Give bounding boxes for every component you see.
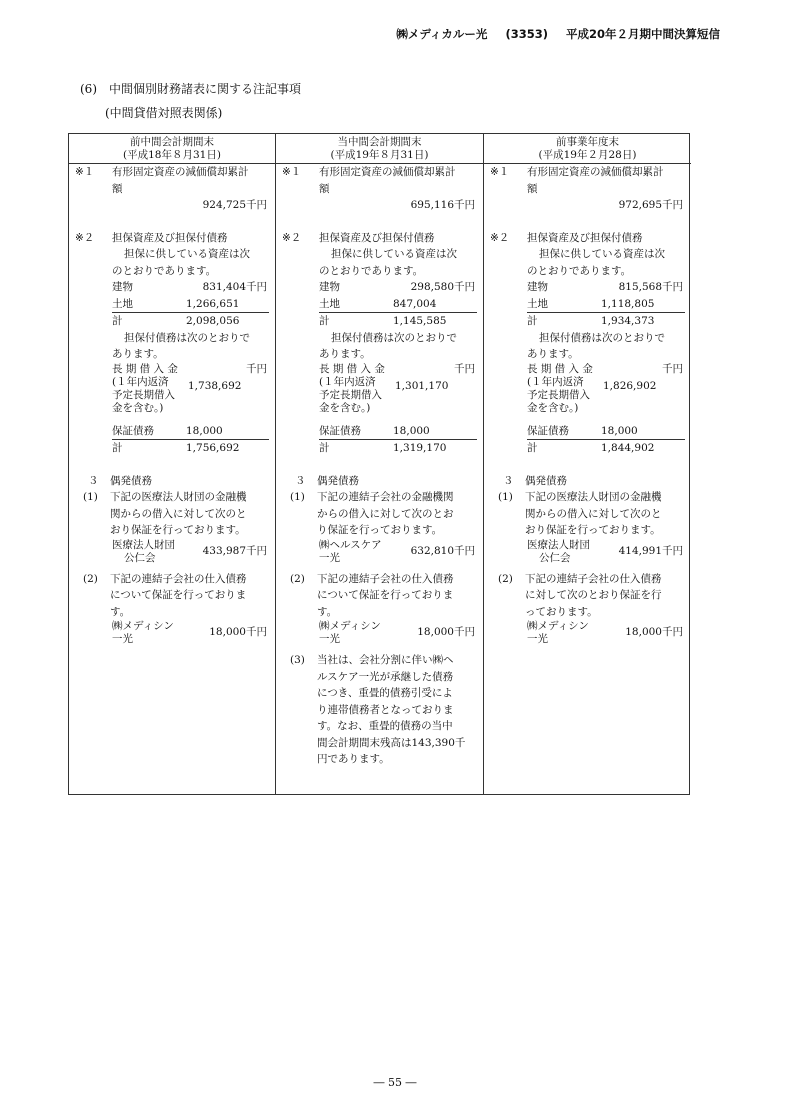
column-header-date: (平成19年２月28日): [538, 149, 637, 161]
item1-line: (1) 下記の医療法人財団の金融機: [490, 489, 685, 506]
note1-line: [282, 164, 477, 181]
guarantee-label: 保証債務: [319, 424, 361, 437]
note2-title: 担保資産及び担保付債務: [319, 231, 435, 244]
item1-num: (1): [498, 491, 513, 503]
note1-text-cont: 額: [112, 182, 123, 195]
column-body: [484, 164, 691, 652]
item1-line: (1) 下記の連結子会社の金融機関: [282, 489, 477, 506]
item2-line: (2) 下記の連結子会社の仕入債務: [75, 571, 269, 588]
debt-desc-cont: あります。: [319, 348, 371, 360]
guarantee-row: [112, 423, 269, 441]
note2-title: 担保資産及び担保付債務: [112, 231, 228, 244]
debt-total-label: 計: [527, 442, 538, 454]
loan-unit: 千円: [454, 362, 475, 375]
long-term-loan-row: [527, 363, 685, 423]
building-label: 建物: [319, 281, 340, 293]
column-header-title: 前事業年度末: [556, 136, 619, 148]
asset-total-label: 計: [112, 315, 123, 327]
note1-mark: ※１: [75, 166, 95, 178]
item3-num: (3): [290, 654, 305, 666]
note1-line: [490, 164, 685, 181]
debt-desc-cont: あります。: [527, 348, 579, 360]
column-body: [69, 164, 275, 652]
item1-num: (1): [290, 491, 305, 503]
note2-desc: 担保に供している資産は次: [124, 248, 250, 260]
note3-title: 偶発債務: [525, 474, 567, 487]
item1-text: 関からの借入に対して次のと: [525, 507, 662, 520]
debt-desc-cont: あります。: [112, 348, 164, 360]
column-prior-interim: [69, 134, 276, 794]
column-prior-fiscal-year: [484, 134, 691, 794]
asset-total-row: [527, 313, 685, 330]
note2-desc: 担保に供している資産は次: [539, 248, 665, 260]
land-row: [527, 296, 685, 314]
note1-line: [75, 164, 269, 181]
item2-text: について保証を行っておりま: [110, 589, 247, 601]
note3-title: 偶発債務: [317, 474, 359, 487]
guarantee-entry: ㈱メディシン 一光 18,000千円: [319, 620, 475, 645]
land-row: [319, 296, 477, 314]
asset-total-row: [319, 313, 477, 330]
guarantee-entry-value: 18,000千円: [625, 626, 683, 638]
debt-total-value: 1,319,170: [393, 442, 447, 454]
guarantee-entry-value: 414,991千円: [618, 544, 683, 557]
note1-mark: ※１: [490, 166, 510, 178]
item2-text: について保証を行っておりま: [317, 589, 454, 601]
item2-text: っております。: [525, 605, 598, 618]
note2-mark: ※２: [490, 231, 510, 244]
guarantee-label: 保証債務: [527, 424, 569, 437]
guarantee-value: 18,000: [186, 424, 223, 437]
guarantee-entry: 医療法人財団 公仁会 433,987千円: [112, 538, 267, 564]
debt-total-value: 1,756,692: [186, 442, 240, 454]
item3-text: す。なお、重畳的債務の当中: [317, 720, 453, 732]
column-header-title: 当中間会計期間末: [337, 136, 422, 148]
note1-value: 695,116千円: [410, 199, 475, 211]
loan-label: 長 期 借 入 金 (１年内返済 予定長期借入 金を含む。): [319, 362, 385, 414]
land-value: 1,266,651: [186, 297, 240, 310]
note1-text-cont: 額: [319, 182, 330, 195]
note1-text-cont: 額: [527, 182, 538, 195]
note2-mark: ※２: [282, 231, 302, 244]
building-row: [112, 279, 269, 296]
debt-desc: 担保付債務は次のとおりで: [539, 331, 665, 344]
building-value: 815,568千円: [618, 281, 683, 293]
guarantee-value: 18,000: [393, 424, 430, 437]
report-title: 平成20年２月期中間決算短信: [565, 27, 720, 41]
loan-value: 1,826,902: [603, 379, 657, 392]
column-header: [276, 134, 483, 164]
loan-value: 1,738,692: [188, 379, 242, 392]
building-row: [319, 279, 477, 296]
item2-num: (2): [290, 572, 305, 585]
land-row: [112, 296, 269, 314]
land-label: 土地: [319, 297, 340, 310]
note2-desc: 担保に供している資産は次: [331, 248, 457, 260]
note3-line: [282, 473, 477, 490]
note2-desc-cont: のとおりであります。: [112, 264, 217, 277]
item2-num: (2): [83, 572, 98, 585]
building-label: 建物: [527, 281, 548, 293]
column-header: [484, 134, 691, 164]
note1-text: 有形固定資産の減価償却累計: [527, 166, 664, 178]
column-body: [276, 164, 483, 768]
guarantee-value: 18,000: [601, 424, 638, 437]
item1-text: り保証を行っております。: [317, 524, 443, 536]
item1-text: 関からの借入に対して次のと: [110, 507, 247, 520]
building-value: 298,580千円: [410, 281, 475, 293]
column-header-date: (平成19年８月31日): [330, 149, 429, 161]
land-value: 847,004: [393, 297, 437, 310]
note1-value: 924,725千円: [202, 199, 267, 211]
land-label: 土地: [527, 297, 548, 310]
note1-text: 有形固定資産の減価償却累計: [112, 166, 249, 178]
item1-num: (1): [83, 491, 98, 503]
loan-unit: 千円: [246, 362, 267, 375]
section-subtitle: (中間貸借対照表関係): [105, 106, 223, 120]
item3-text: 円であります。: [317, 753, 390, 765]
note3-line: [490, 473, 685, 490]
note1-value: 972,695千円: [618, 199, 683, 211]
guarantee-entry: ㈱メディシン 一光 18,000千円: [112, 620, 267, 645]
debt-desc: 担保付債務は次のとおりで: [124, 331, 250, 344]
item3-text: 間会計期間末残高は143,390千: [317, 736, 466, 749]
note3-mark: ３: [295, 474, 306, 487]
guarantee-row: [527, 423, 685, 441]
loan-value: 1,301,170: [395, 379, 449, 392]
item2-text: す。: [110, 605, 131, 618]
item1-text: からの借入に対して次のとお: [317, 507, 454, 520]
asset-total-value: 1,934,373: [601, 315, 655, 327]
guarantee-row: [319, 423, 477, 441]
section-title: (6) 中間個別財務諸表に関する注記事項: [80, 82, 301, 96]
item1-text: おり保証を行っております。: [110, 524, 246, 536]
debt-total-label: 計: [112, 442, 123, 454]
item2-line: (2) 下記の連結子会社の仕入債務: [490, 571, 685, 588]
long-term-loan-row: [112, 363, 269, 423]
loan-unit: 千円: [662, 362, 683, 375]
note3-mark: ３: [503, 474, 514, 487]
note1-mark: ※１: [282, 166, 302, 178]
note2-line: [490, 230, 685, 247]
asset-total-label: 計: [527, 315, 538, 327]
item3-line: (3) 当社は、会社分割に伴い㈱ヘ: [282, 652, 477, 669]
item3-text: ルスケア一光が承継した債務: [317, 670, 454, 683]
debt-desc: 担保付債務は次のとおりで: [331, 331, 457, 344]
land-value: 1,118,805: [601, 297, 655, 310]
item1-text: おり保証を行っております。: [525, 524, 661, 536]
item2-line: (2) 下記の連結子会社の仕入債務: [282, 571, 477, 588]
item2-text: に対して次のとおり保証を行: [525, 589, 662, 601]
building-label: 建物: [112, 281, 133, 293]
debt-total-row: [527, 440, 685, 457]
page-header: [382, 26, 720, 42]
note2-line: [75, 230, 269, 247]
note3-mark: ３: [88, 474, 99, 487]
note2-line: [282, 230, 477, 247]
debt-total-row: [112, 440, 269, 457]
guarantee-entry: 医療法人財団 公仁会 414,991千円: [527, 538, 683, 564]
page-number: ― 55 ―: [373, 1076, 417, 1089]
notes-table: [68, 133, 690, 795]
note2-mark: ※２: [75, 231, 95, 244]
item2-num: (2): [498, 572, 513, 585]
guarantee-entry-value: 632,810千円: [410, 544, 475, 557]
guarantee-entry-value: 433,987千円: [202, 544, 267, 557]
column-header-title: 前中間会計期間末: [130, 136, 214, 148]
note1-text: 有形固定資産の減価償却累計: [319, 166, 456, 178]
asset-total-value: 1,145,585: [393, 315, 447, 327]
building-value: 831,404千円: [202, 281, 267, 293]
loan-label: 長 期 借 入 金 (１年内返済 予定長期借入 金を含む。): [527, 362, 593, 414]
column-current-interim: [276, 134, 484, 794]
guarantee-entry: ㈱メディシン 一光 18,000千円: [527, 620, 683, 645]
securities-code: (3353): [505, 27, 548, 41]
item2-text: す。: [317, 605, 338, 618]
column-header: [69, 134, 275, 164]
guarantee-entry: ㈱ヘルスケア 一光 632,810千円: [319, 538, 475, 564]
column-header-date: (平成18年８月31日): [123, 149, 221, 161]
debt-total-row: [319, 440, 477, 457]
land-label: 土地: [112, 297, 133, 310]
item1-line: (1) 下記の医療法人財団の金融機: [75, 489, 269, 506]
debt-total-label: 計: [319, 442, 330, 454]
asset-total-label: 計: [319, 315, 330, 327]
note3-title: 偶発債務: [110, 474, 152, 487]
asset-total-row: [112, 313, 269, 330]
long-term-loan-row: [319, 363, 477, 423]
company-name: ㈱メディカルー光: [396, 27, 488, 41]
guarantee-entry-value: 18,000千円: [417, 626, 475, 638]
item3-text: につき、重畳的債務引受によ: [317, 687, 453, 699]
debt-total-value: 1,844,902: [601, 442, 655, 454]
asset-total-value: 2,098,056: [186, 315, 240, 327]
note2-desc-cont: のとおりであります。: [319, 264, 424, 277]
guarantee-label: 保証債務: [112, 424, 154, 437]
guarantee-entry-value: 18,000千円: [209, 626, 267, 638]
note2-desc-cont: のとおりであります。: [527, 264, 632, 277]
item3-text: り連帯債務者となっておりま: [317, 703, 454, 716]
note3-line: [75, 473, 269, 490]
building-row: [527, 279, 685, 296]
loan-label: 長 期 借 入 金 (１年内返済 予定長期借入 金を含む。): [112, 362, 178, 414]
note2-title: 担保資産及び担保付債務: [527, 231, 643, 244]
